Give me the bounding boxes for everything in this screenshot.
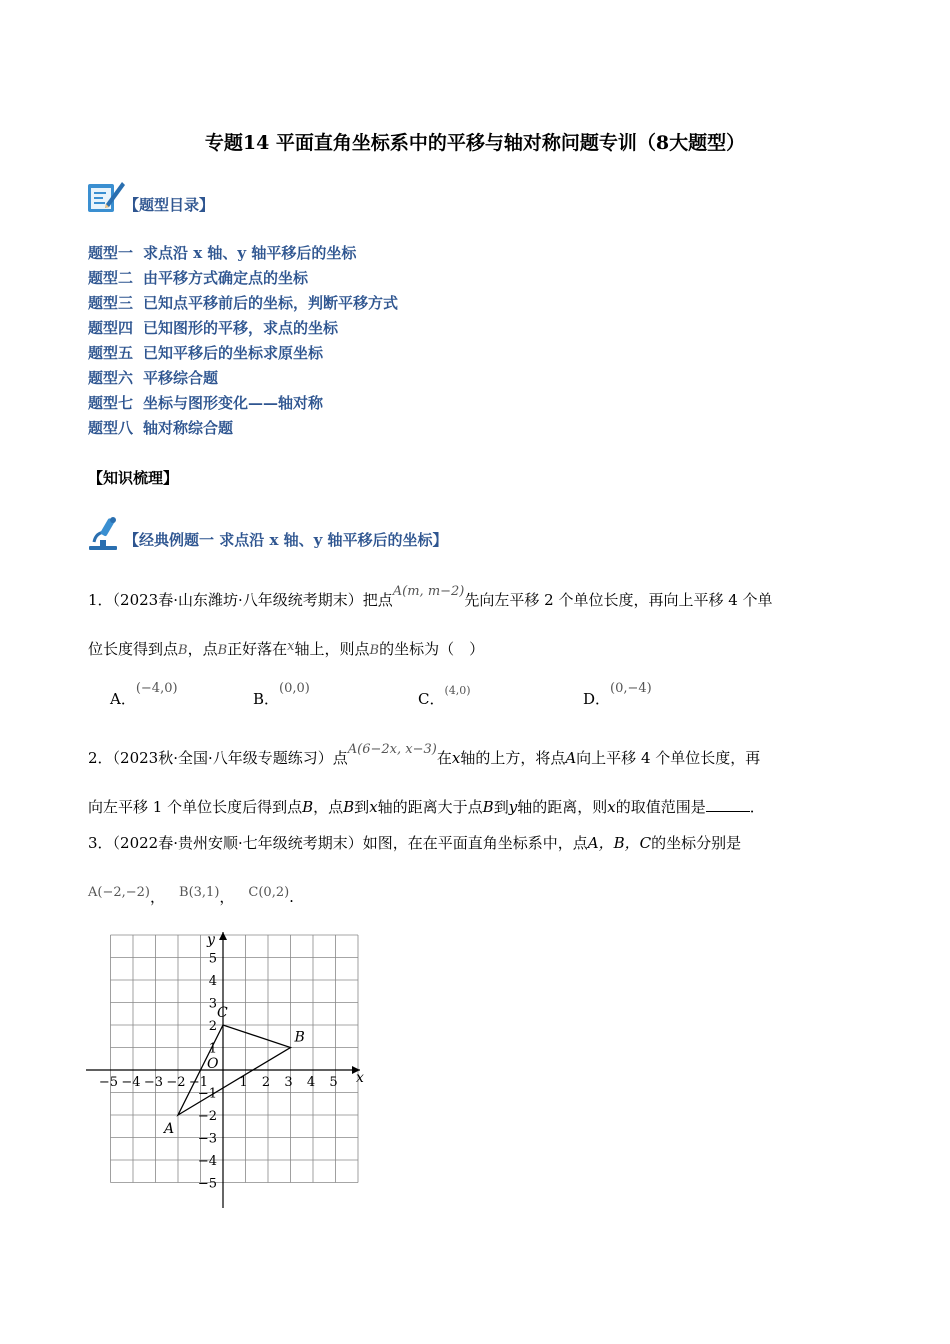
- notepad-pencil-icon: [86, 178, 126, 214]
- y-tick-label: −1: [197, 1086, 217, 1102]
- y-tick-label: 2: [208, 1019, 217, 1034]
- question-1-line-2: 位长度得到点B，点B正好落在x轴上，则点B的坐标为（ ）: [88, 639, 485, 658]
- question-2-line-2: 向左平移 1 个单位长度后得到点B，点B到x轴的距离大于点B到y轴的距离，则x的取值范围是 ．: [88, 798, 765, 816]
- x-tick-label: 3: [284, 1075, 293, 1090]
- point-label-C: C: [217, 1005, 228, 1021]
- point-A-formula: A(m, m−2): [392, 584, 465, 599]
- x-tick-label: 5: [329, 1075, 338, 1090]
- toc-item[interactable]: 题型三 已知点平移前后的坐标，判断平移方式: [88, 294, 399, 312]
- tick-labels: [99, 932, 364, 1192]
- x-tick-label: 4: [306, 1075, 316, 1090]
- microscope-icon: [86, 514, 124, 552]
- toc-item[interactable]: 题型四 已知图形的平移，求点的坐标: [88, 319, 339, 337]
- y-tick-label: 5: [208, 951, 217, 967]
- knowledge-heading: 【知识梳理】: [88, 469, 179, 487]
- option-D[interactable]: D．(0,−4): [583, 681, 652, 708]
- example-heading: 【经典例题一 求点沿 x 轴、y 轴平移后的坐标】: [124, 531, 448, 549]
- question-3-coords: A(−2,−2)， B(3,1)， C(0,2).: [88, 885, 294, 906]
- origin-label: O: [207, 1056, 219, 1072]
- answer-blank[interactable]: [706, 797, 750, 812]
- y-tick-label: 1: [208, 1041, 217, 1057]
- coordinate-graph: [80, 926, 380, 1216]
- x-tick-label: −3: [143, 1075, 164, 1090]
- option-B[interactable]: B．(0,0): [253, 681, 310, 708]
- x-tick-label: −5: [98, 1075, 119, 1090]
- option-C[interactable]: C．$^{(4,0)}$: [418, 684, 471, 708]
- grid: [111, 935, 359, 1183]
- point-A-formula: A(6−2x, x−3): [347, 742, 437, 757]
- toc-item[interactable]: 题型六 平移综合题: [88, 369, 219, 387]
- point-label-B: B: [294, 1029, 305, 1046]
- x-tick-label: −1: [188, 1075, 209, 1090]
- axes: [86, 932, 360, 1208]
- toc-item[interactable]: 题型七 坐标与图形变化——轴对称: [88, 394, 324, 412]
- y-tick-label: −2: [197, 1109, 217, 1124]
- toc-heading: 【题型目录】: [124, 196, 215, 214]
- question-2-line-1: 2．（2023秋·全国·八年级专题练习）点A(6−2x, x−3)在x轴的上方，将点A向上平移 4 个单位长度，再: [88, 742, 761, 767]
- x-tick-label: −4: [121, 1075, 141, 1090]
- x-tick-label: 2: [261, 1075, 271, 1090]
- point-label-A: A: [164, 1121, 175, 1137]
- y-axis-arrow: [219, 932, 227, 940]
- option-A[interactable]: A．(−4,0): [110, 681, 178, 708]
- question-3-line-1: 3．（2022春·贵州安顺·七年级统考期末）如图，在在平面直角坐标系中，点A，B，C的坐标分别是: [88, 834, 742, 852]
- y-tick-label: 3: [208, 996, 217, 1012]
- page-title: 专题14 平面直角坐标系中的平移与轴对称问题专训（8大题型）: [204, 132, 746, 154]
- x-tick-label: −2: [166, 1075, 186, 1090]
- y-tick-label: 4: [208, 974, 217, 989]
- y-tick-label: −4: [197, 1154, 217, 1169]
- x-axis-label: x: [356, 1070, 364, 1086]
- y-tick-label: −5: [197, 1176, 217, 1192]
- y-axis-label: y: [207, 932, 215, 948]
- y-tick-label: −3: [197, 1131, 217, 1147]
- toc-item[interactable]: 题型五 已知平移后的坐标求原坐标: [88, 344, 324, 362]
- toc-item[interactable]: 题型一 求点沿 x 轴、y 轴平移后的坐标: [88, 244, 357, 262]
- question-1-line-1: 1．（2023春·山东潍坊·八年级统考期末）把点A(m, m−2)先向左平移 2 个单位长度，再向上平移 4 个单: [88, 584, 773, 609]
- toc-item[interactable]: 题型二 由平移方式确定点的坐标: [88, 269, 309, 287]
- x-tick-label: 1: [239, 1075, 248, 1090]
- toc-item[interactable]: 题型八 轴对称综合题: [88, 419, 234, 437]
